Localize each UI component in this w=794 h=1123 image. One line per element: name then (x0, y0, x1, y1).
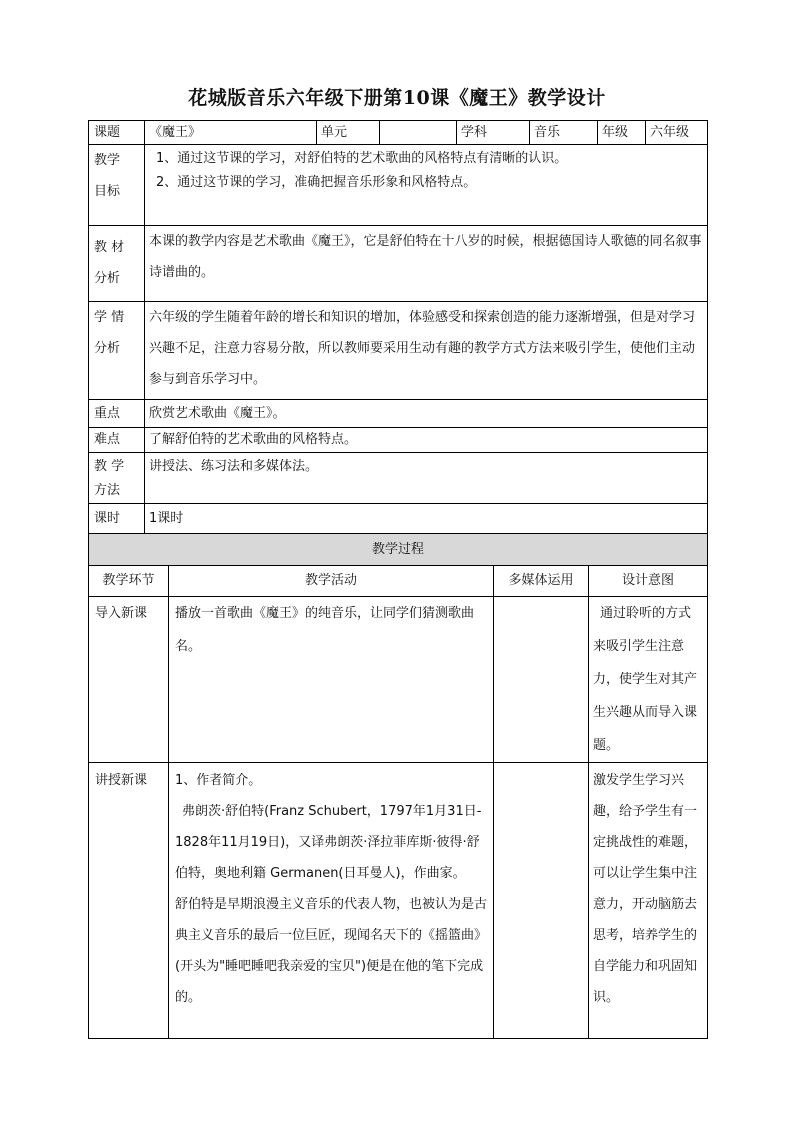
media-cell (494, 763, 589, 1039)
grade-label: 年级 (598, 121, 646, 145)
key-label: 重点 (89, 400, 145, 428)
intent-cell: 通过聆听的方式来吸引学生注意力，使学生对其产生兴趣从而导入课题。 (589, 597, 708, 763)
header-stage: 教学环节 (89, 566, 169, 597)
process-section-row (89, 534, 708, 566)
activity-paragraph: 1、作者简介。 (175, 773, 262, 788)
methods-content: 讲授法、练习法和多媒体法。 (145, 453, 708, 504)
material-label: 教 材 分析 (89, 226, 145, 302)
goals-label: 教学 目标 (89, 145, 145, 226)
media-cell (494, 597, 589, 763)
topic-value: 《魔王》 (145, 121, 317, 145)
activity-paragraph: 舒伯特是早期浪漫主义音乐的代表人物，也被认为是古典主义音乐的最后一位巨匠，现闻名天下的《摇篮曲》(开头为"睡吧睡吧我亲爱的宝贝")便是在他的笔下完成的。 (175, 897, 488, 1005)
topic-label: 课题 (89, 121, 145, 145)
goal-item: 1、通过这节课的学习，对舒伯特的艺术歌曲的风格特点有清晰的认识。 (156, 151, 568, 166)
methods-label: 教 学 方法 (89, 453, 145, 504)
difficulty-content: 了解舒伯特的艺术歌曲的风格特点。 (145, 428, 708, 453)
activity-paragraph: 播放一首歌曲《魔王》的纯音乐，让同学们猜测歌曲名。 (175, 606, 475, 654)
table-row (89, 597, 708, 763)
difficulty-label: 难点 (89, 428, 145, 453)
header-media: 多媒体运用 (494, 566, 589, 597)
students-content: 六年级的学生随着年龄的增长和知识的增加，体验感受和探索创造的能力逐渐增强，但是对学习兴趣不足，注意力容易分散，所以教师要采用生动有趣的教学方式方法来吸引学生，使他们主动参与到音乐学习中。 (145, 302, 708, 400)
lesson-info-table (88, 120, 708, 535)
hours-row (89, 504, 708, 535)
methods-row (89, 453, 708, 504)
topic-row (89, 121, 708, 145)
goal-item: 2、通过这节课的学习，准确把握音乐形象和风格特点。 (156, 175, 477, 190)
grade-value: 六年级 (646, 121, 708, 145)
header-intent: 设计意图 (589, 566, 708, 597)
teaching-process-table (88, 533, 708, 1039)
material-content: 本课的教学内容是艺术歌曲《魔王》，它是舒伯特在十八岁的时候，根据德国诗人歌德的同名叙事诗谱曲的。 (145, 226, 708, 302)
process-header-row (89, 566, 708, 597)
activity-paragraph: 弗朗茨·舒伯特(Franz Schubert，1797年1月31日-1828年11月19日)，又译弗朗茨·泽拉菲库斯·彼得·舒伯特，奥地利籍 Germanen(日耳曼人)，作曲家。 (175, 804, 482, 881)
process-section-title: 教学过程 (89, 534, 708, 566)
stage-cell: 讲授新课 (89, 763, 169, 1039)
header-activity: 教学活动 (169, 566, 494, 597)
unit-value (380, 121, 457, 145)
intent-cell: 激发学生学习兴趣，给予学生有一定挑战性的难题，可以让学生集中注意力，开动脑筋去思考，培养学生的自学能力和巩固知识。 (589, 763, 708, 1039)
students-label: 学 情 分析 (89, 302, 145, 400)
goals-row (89, 145, 708, 226)
subject-label: 学科 (457, 121, 530, 145)
hours-content: 1课时 (145, 504, 708, 535)
students-row (89, 302, 708, 400)
activity-cell (169, 763, 494, 1039)
stage-cell: 导入新课 (89, 597, 169, 763)
unit-label: 单元 (317, 121, 380, 145)
material-row (89, 226, 708, 302)
document-title: 花城版音乐六年级下册第10课《魔王》教学设计 (188, 87, 606, 109)
key-content: 欣赏艺术歌曲《魔王》。 (145, 400, 708, 428)
goals-content (145, 145, 708, 226)
difficulty-row (89, 428, 708, 453)
subject-value: 音乐 (530, 121, 598, 145)
activity-cell (169, 597, 494, 763)
key-row (89, 400, 708, 428)
hours-label: 课时 (89, 504, 145, 535)
table-row (89, 763, 708, 1039)
